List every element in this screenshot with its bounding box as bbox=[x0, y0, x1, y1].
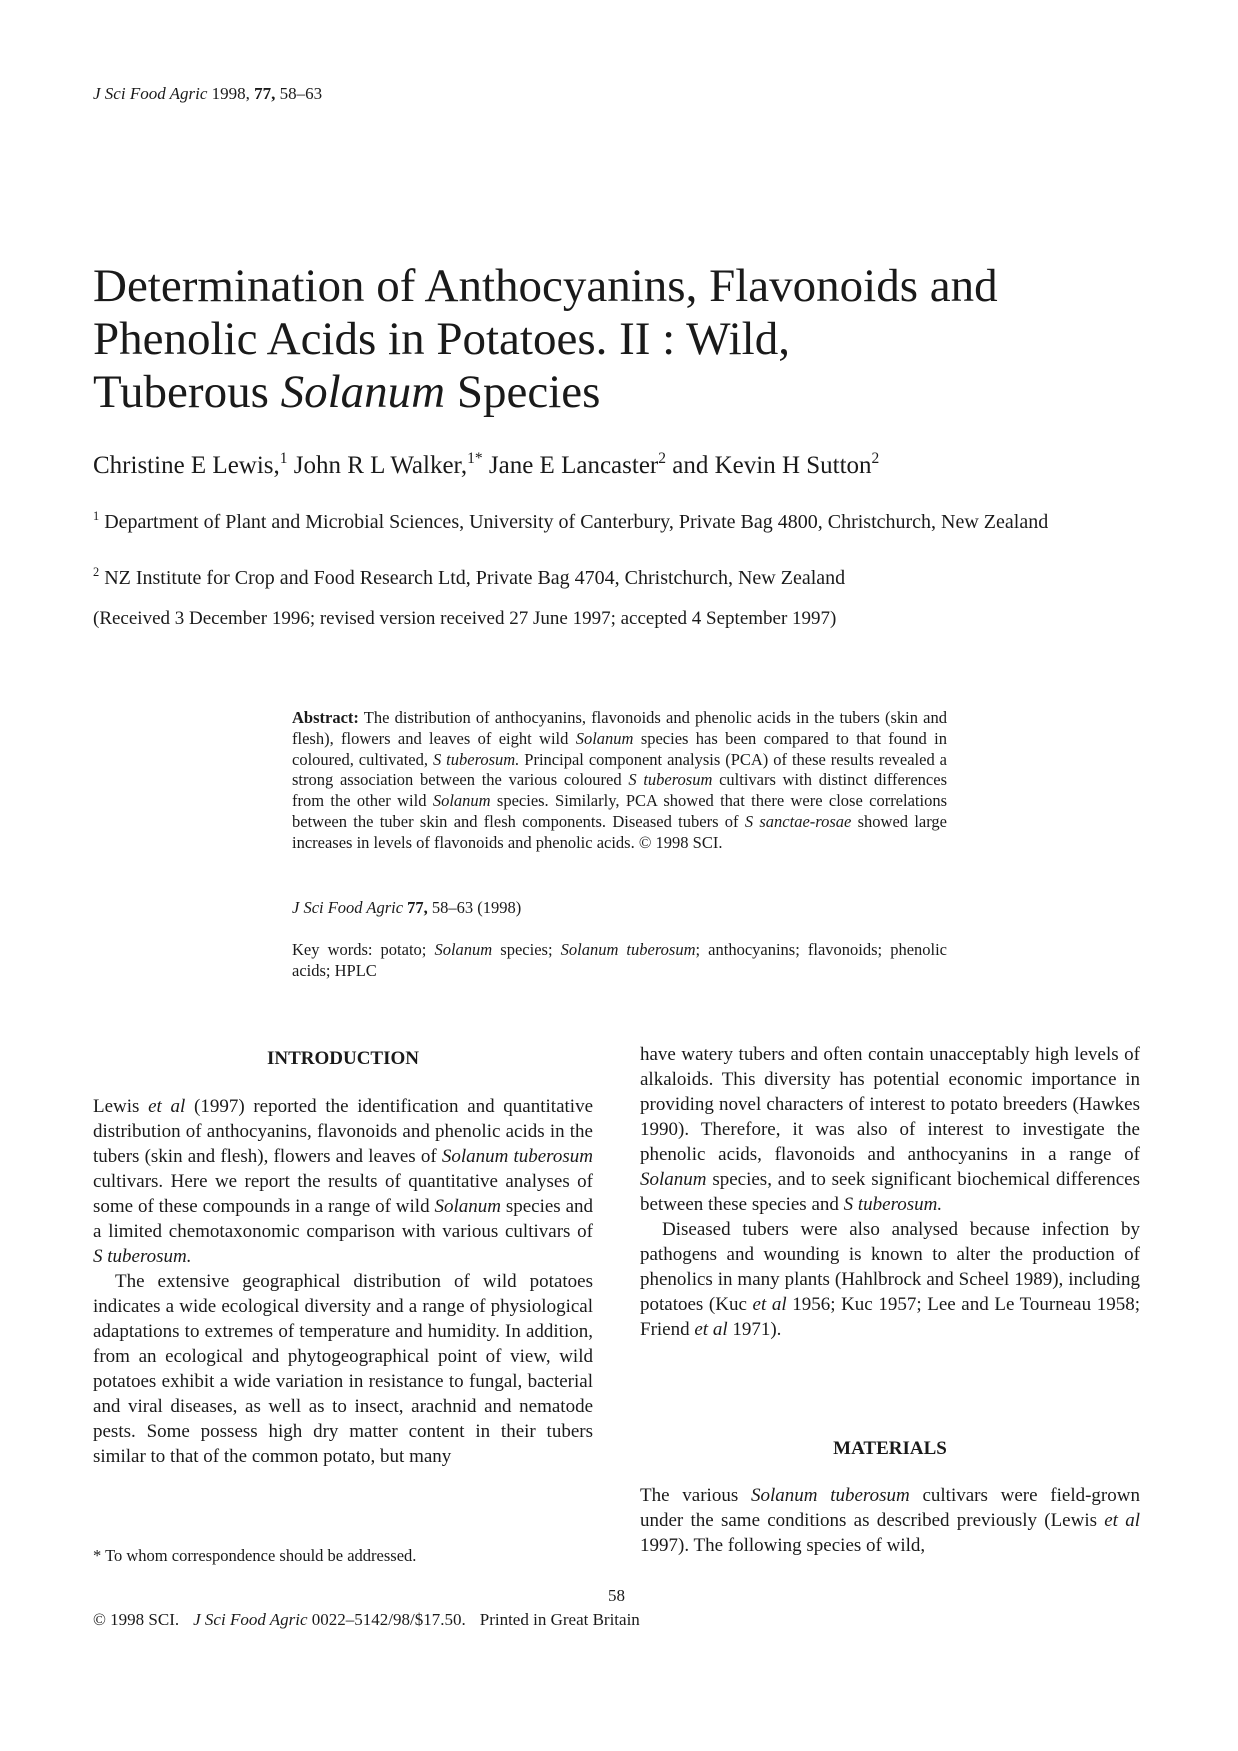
header-journal: J Sci Food Agric bbox=[93, 84, 208, 103]
abstract-text-5: species. Similarly, PCA showed that there were close correlations between the tuber skin and flesh components. Diseased tubers of bbox=[292, 791, 948, 831]
right-paragraph-1 bbox=[640, 1042, 1140, 1217]
author-3: Jane E Lancaster bbox=[482, 452, 659, 479]
intro-p1-d: species and a limited chemotaxonomic comparison with various cultivars of bbox=[93, 1196, 593, 1242]
author-4: and Kevin H Sutton bbox=[666, 452, 872, 479]
author-3-affil: 2 bbox=[658, 449, 666, 467]
title-line-1: Determination of Anthocyanins, Flavonoids and bbox=[93, 260, 998, 312]
correspondence-footnote: * To whom correspondence should be addressed. bbox=[93, 1546, 417, 1565]
abstract-text-2: species has been compared to that found in coloured, cultivated, bbox=[292, 728, 947, 769]
abstract-italic-5: S sanctae-rosae bbox=[744, 811, 852, 831]
materials-paragraph-1 bbox=[640, 1483, 1140, 1558]
abstract-label: Abstract: bbox=[292, 708, 359, 727]
author-2-affil: 1* bbox=[467, 449, 483, 467]
materials-p-c: 1997). The following species of wild, bbox=[640, 1535, 926, 1556]
page-footer bbox=[93, 1610, 640, 1630]
title-line-3-post: Species bbox=[445, 366, 601, 418]
keywords bbox=[292, 940, 947, 982]
materials-p-b: cultivars were field-grown under the same conditions as described previously (Lewis bbox=[640, 1485, 1140, 1531]
intro-paragraph-1 bbox=[93, 1094, 593, 1269]
header-pages: 58–63 bbox=[279, 84, 323, 103]
keywords-text-3: ; anthocyanins; flavonoids; phenolic acids; HPLC bbox=[292, 940, 948, 980]
intro-p1-i2: Solanum tuberosum bbox=[441, 1146, 593, 1167]
right-p2-a: Diseased tubers were also analysed because infection by pathogens and wounding is known to alter the production of phenolics in many plants (Hahlbrock and Scheel 1989), including potatoes (Kuc bbox=[640, 1219, 1140, 1315]
right-p1-b: species, and to seek significant biochemical differences between these species and bbox=[640, 1169, 1140, 1215]
abstract-italic-3: S tuberosum bbox=[628, 770, 713, 790]
materials-p-a: The various bbox=[640, 1485, 751, 1506]
right-column bbox=[640, 1042, 1140, 1342]
affiliation-1-text: Department of Plant and Microbial Sciences, University of Canterbury, Private Bag 4800, Christchurch, New Zealand bbox=[99, 511, 1049, 533]
section-heading-materials: MATERIALS bbox=[833, 1438, 947, 1459]
affiliation-2-number: 2 bbox=[93, 564, 100, 579]
right-p2-i2: et al bbox=[694, 1319, 728, 1340]
abstract-text-4: cultivars with distinct differences from the other wild bbox=[292, 770, 947, 811]
page-number: 58 bbox=[608, 1586, 625, 1605]
abstract bbox=[292, 708, 947, 854]
header-year: 1998, bbox=[211, 84, 250, 103]
section-heading-introduction: INTRODUCTION bbox=[266, 1048, 420, 1069]
right-p1-i2: S tuberosum. bbox=[843, 1194, 943, 1215]
intro-p1-a: Lewis bbox=[93, 1096, 149, 1117]
abstract-text-6: showed large increases in levels of flavonoids and phenolic acids. © 1998 SCI. bbox=[292, 811, 947, 852]
running-header bbox=[93, 84, 322, 104]
citation-volume: 77, bbox=[407, 898, 428, 917]
right-p1-i1: Solanum bbox=[640, 1169, 707, 1190]
abstract-italic-4: Solanum bbox=[432, 791, 491, 811]
right-p1-a: have watery tubers and often contain unacceptably high levels of alkaloids. This diversity has potential economic importance in providing novel characters of interest to potato breeders (Hawkes 1990). Therefore, it was also of interest to investigate the phenolic acids, flavonoids and anthocyanins in a range of bbox=[640, 1044, 1140, 1165]
left-column bbox=[93, 1094, 593, 1469]
abstract-text-1: The distribution of anthocyanins, flavonoids and phenolic acids in the tubers (skin and flesh), flowers and leaves of eight wild bbox=[292, 708, 947, 748]
citation-journal: J Sci Food Agric bbox=[292, 898, 404, 917]
materials-p-i1: Solanum tuberosum bbox=[750, 1485, 910, 1506]
keywords-text-2: species; bbox=[492, 940, 561, 959]
abstract-italic-1: Solanum bbox=[575, 728, 634, 748]
intro-paragraph-2: The extensive geographical distribution of wild potatoes indicates a wide ecological diversity and a range of physiological adaptations to extremes of temperature and humidity. In addition, from an ecological and phytogeographical point of view, wild potatoes exhibit a wide variation in resistance to fungal, bacterial and viral diseases, as well as to insect, arachnid and nematode pests. Some possess high dry matter content in their tubers similar to that of the common potato, but many bbox=[93, 1271, 593, 1467]
right-paragraph-2 bbox=[640, 1217, 1140, 1342]
paper-title bbox=[93, 260, 1153, 419]
abstract-italic-2: S tuberosum. bbox=[432, 749, 520, 769]
citation-rest: 58–63 (1998) bbox=[427, 898, 522, 917]
affiliation-2-text: NZ Institute for Crop and Food Research Ltd, Private Bag 4704, Christchurch, New Zealand bbox=[99, 567, 846, 589]
keywords-italic-2: Solanum tuberosum bbox=[560, 940, 696, 959]
keywords-italic-1: Solanum bbox=[434, 940, 493, 959]
intro-p1-i4: S tuberosum. bbox=[93, 1246, 192, 1267]
header-volume: 77, bbox=[254, 84, 276, 103]
right-p2-b: 1956; Kuc 1957; Lee and Le Tourneau 1958; Friend bbox=[640, 1294, 1140, 1340]
right-p2-i1: et al bbox=[752, 1294, 787, 1315]
title-line-2: Phenolic Acids in Potatoes. II : Wild, bbox=[93, 313, 790, 365]
title-line-3-italic: Solanum bbox=[280, 366, 446, 418]
author-1: Christine E Lewis, bbox=[93, 452, 280, 479]
affiliation-1-number: 1 bbox=[93, 508, 100, 523]
abstract-text-3: Principal component analysis (PCA) of these results revealed a strong association between the various coloured bbox=[292, 749, 947, 790]
received-dates: (Received 3 December 1996; revised version received 27 June 1997; accepted 4 September 1997) bbox=[93, 608, 837, 629]
citation-line bbox=[292, 898, 521, 918]
footer-issn: 0022–5142/98/$17.50. bbox=[307, 1610, 466, 1629]
materials-p-i2: et al bbox=[1104, 1510, 1140, 1531]
affiliation-2 bbox=[93, 566, 1153, 591]
footer-copyright: © 1998 SCI. bbox=[93, 1610, 180, 1629]
materials-column bbox=[640, 1483, 1140, 1558]
intro-p1-i1: et al bbox=[148, 1096, 186, 1117]
intro-p1-c: cultivars. Here we report the results of quantitative analyses of some of these compounds in a range of wild bbox=[93, 1171, 593, 1217]
author-1-affil: 1 bbox=[279, 449, 288, 467]
footer-journal: J Sci Food Agric bbox=[193, 1610, 308, 1629]
author-2: John R L Walker, bbox=[287, 452, 468, 479]
title-line-3 bbox=[93, 366, 1153, 419]
footer-printed: Printed in Great Britain bbox=[479, 1610, 640, 1629]
right-p2-c: 1971). bbox=[727, 1319, 782, 1340]
affiliation-1 bbox=[93, 510, 1153, 535]
author-4-affil: 2 bbox=[871, 449, 880, 467]
intro-p1-b: (1997) reported the identification and quantitative distribution of anthocyanins, flavonoids and phenolic acids in the tubers (skin and flesh), flowers and leaves of bbox=[93, 1096, 594, 1167]
keywords-text-1: Key words: potato; bbox=[292, 940, 435, 959]
intro-p1-i3: Solanum bbox=[434, 1196, 501, 1217]
title-line-3-pre: Tuberous bbox=[93, 366, 281, 418]
author-list bbox=[93, 449, 880, 480]
